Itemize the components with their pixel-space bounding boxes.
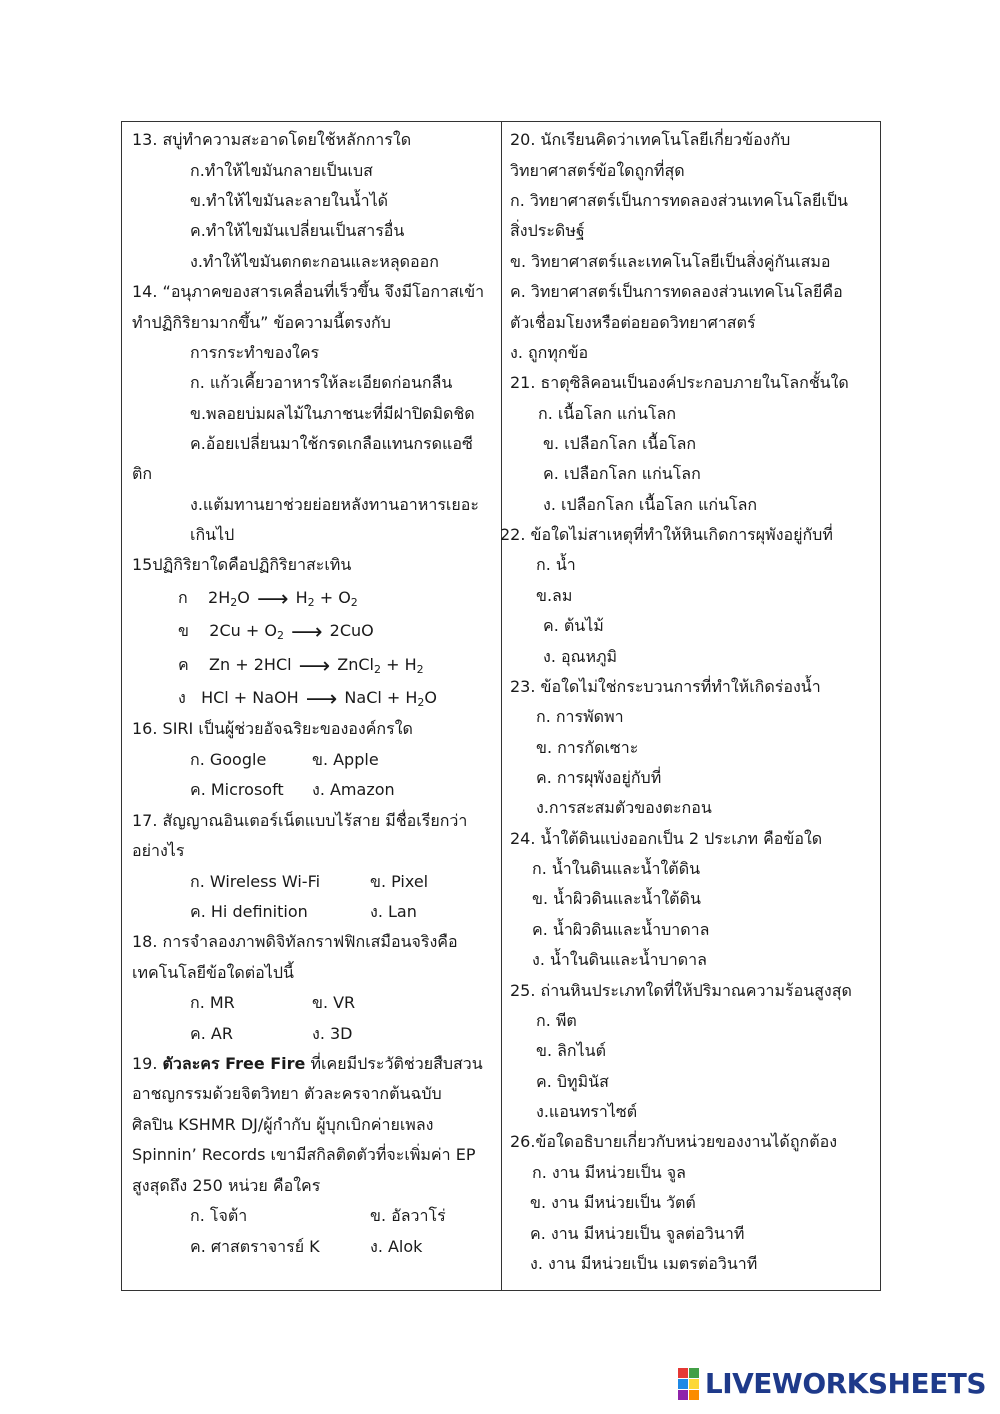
arrow-icon: ⟶ xyxy=(291,620,323,645)
q20-option-a: ก. วิทยาศาสตร์เป็นการทดลองส่วนเทคโนโลยีเป็น xyxy=(510,191,848,210)
q14-option-a: ก. แก้วเคี้ยวอาหารให้ละเอียดก่อนกลืน xyxy=(190,373,453,392)
q19-text-line2: อาชญกรรมด้วยจิตวิทยา ตัวละครจากต้นฉบับ xyxy=(132,1084,442,1103)
liveworksheets-logo-icon xyxy=(678,1368,699,1400)
q21-text: 21. ธาตุซิลิคอนเป็นองค์ประกอบภายในโลกชั้นใด xyxy=(510,373,849,392)
column-divider xyxy=(501,122,502,1290)
q26-option-c: ค. งาน มีหน่วยเป็น จูลต่อวินาที xyxy=(530,1224,745,1243)
q19-text-line5: สูงสุดถึง 250 หน่วย คือใคร xyxy=(132,1176,321,1195)
q15-label-c: ค xyxy=(178,655,189,674)
question-table xyxy=(121,121,881,1291)
q25-option-a: ก. พีต xyxy=(536,1011,577,1030)
q15-label-b: ข xyxy=(178,621,189,640)
q26-option-a: ก. งาน มีหน่วยเป็น จูล xyxy=(532,1163,686,1182)
q15-option-b: ข $2Cu + O_2$ ⟶ 2CuO xyxy=(178,620,374,645)
arrow-icon: ⟶ xyxy=(256,587,289,612)
q19-line1-rest: ที่เคยมีประวัติช่วยสืบสวน xyxy=(305,1054,483,1073)
q20-option-c: ค. วิทยาศาสตร์เป็นการทดลองส่วนเทคโนโลยีคือ xyxy=(510,282,843,301)
q21-option-c: ค. เปลือกโลก แก่นโลก xyxy=(543,464,701,483)
q20-option-b: ข. วิทยาศาสตร์และเทคโนโลยีเป็นสิ่งคู่กันเสมอ xyxy=(510,252,831,271)
q24-option-d: ง. น้ำในดินและน้ำบาดาล xyxy=(532,950,707,969)
q14-text-line3: การกระทำของใคร xyxy=(190,343,320,362)
logo-block xyxy=(689,1379,699,1389)
q20-option-c-cont: ตัวเชื่อมโยงหรือต่อยอดวิทยาศาสตร์ xyxy=(510,313,756,332)
q21-option-d: ง. เปลือกโลก เนื้อโลก แก่นโลก xyxy=(543,495,758,514)
q24-option-c: ค. น้ำผิวดินและน้ำบาดาล xyxy=(532,920,710,939)
q13-option-a: ก.ทำให้ไขมันกลายเป็นเบส xyxy=(190,161,373,180)
q15-text: 15ปฏิกิริยาใดคือปฏิกิริยาสะเทิน xyxy=(132,555,352,574)
liveworksheets-brand: LIVEWORKSHEETS xyxy=(704,1367,986,1400)
q18-option-a: ก. MR xyxy=(190,993,235,1012)
q15-option-d: ง HCl + NaOH ⟶ NaCl + $H_2O$ xyxy=(178,687,438,712)
q19-bold-label: ตัวละคร Free Fire xyxy=(162,1054,306,1073)
logo-block xyxy=(689,1390,699,1400)
q13-text: 13. สบู่ทำความสะอาดโดยใช้หลักการใด xyxy=(132,130,412,149)
q16-option-b: ข. Apple xyxy=(312,750,379,769)
q14-text-line1: 14. “อนุภาคของสารเคลื่อนที่เร็วขึ้น จึงมีโอกาสเข้า xyxy=(132,282,485,301)
logo-block xyxy=(678,1368,688,1378)
q20-option-d: ง. ถูกทุกข้อ xyxy=(510,343,589,362)
q22-text: 22. ข้อใดไม่สาเหตุที่ทำให้หินเกิดการผุพังอยู่กับที่ xyxy=(500,525,833,544)
q16-option-d: ง. Amazon xyxy=(312,780,395,799)
arrow-icon: ⟶ xyxy=(305,687,338,712)
q17-text-line2: อย่างไร xyxy=(132,841,185,860)
q14-option-d-cont: เกินไป xyxy=(190,525,235,544)
arrow-icon: ⟶ xyxy=(298,654,331,679)
q23-option-d: ง.การสะสมตัวของตะกอน xyxy=(536,798,712,817)
q18-text-line2: เทคโนโลยีข้อใดต่อไปนี้ xyxy=(132,963,294,982)
q25-option-c: ค. บิทูมินัส xyxy=(536,1072,609,1091)
q25-option-d: ง.แอนทราไซต์ xyxy=(536,1102,638,1121)
logo-block xyxy=(689,1368,699,1378)
q18-text-line1: 18. การจำลองภาพดิจิทัลกราฟฟิกเสมือนจริงคือ xyxy=(132,932,458,951)
q16-option-a: ก. Google xyxy=(190,750,267,769)
q19-number: 19. xyxy=(132,1054,163,1073)
q24-text: 24. น้ำใต้ดินแบ่งออกเป็น 2 ประเภท คือข้อใด xyxy=(510,829,823,848)
q18-option-b: ข. VR xyxy=(312,993,356,1012)
q15-option-c: ค Zn + 2HCl ⟶ ZnCl$_2$ + $H_2$ xyxy=(178,654,424,679)
q23-option-a: ก. การพัดพา xyxy=(536,707,624,726)
q15-label-a: ก xyxy=(178,588,188,607)
q22-option-d: ง. อุณหภูมิ xyxy=(543,647,618,666)
q22-option-b: ข.ลม xyxy=(536,586,573,605)
q19-option-c: ค. ศาสตราจารย์ K xyxy=(190,1237,320,1256)
q23-option-c: ค. การผุพังอยู่กับที่ xyxy=(536,768,662,787)
q26-option-b: ข. งาน มีหน่วยเป็น วัตต์ xyxy=(530,1193,696,1212)
q13-option-d: ง.ทำให้ไขมันตกตะกอนและหลุดออก xyxy=(190,252,439,271)
q17-option-b: ข. Pixel xyxy=(370,872,429,891)
q19-text-line1 xyxy=(132,1054,483,1074)
q22-option-c: ค. ต้นไม้ xyxy=(543,616,604,635)
q14-option-b: ข.พลอยบ่มผลไม้ในภาชนะที่มีฝาปิดมิดชิด xyxy=(190,404,475,423)
q20-text-line2: วิทยาศาสตร์ข้อใดถูกที่สุด xyxy=(510,161,685,180)
q23-text: 23. ข้อใดไม่ใช่กระบวนการที่ทำให้เกิดร่องน้ำ xyxy=(510,677,821,696)
q16-text: 16. SIRI เป็นผู้ช่วยอัจฉริยะขององค์กรใด xyxy=(132,719,413,738)
q25-text: 25. ถ่านหินประเภทใดที่ให้ปริมาณความร้อนสูงสุด xyxy=(510,981,852,1000)
q19-option-d: ง. Alok xyxy=(370,1237,423,1256)
q14-option-c: ค.อ้อยเปลี่ยนมาใช้กรดเกลือแทนกรดแอซี xyxy=(190,434,473,453)
q13-option-b: ข.ทำให้ไขมันละลายในน้ำได้ xyxy=(190,191,389,210)
q20-text-line1: 20. นักเรียนคิดว่าเทคโนโลยีเกี่ยวข้องกับ xyxy=(510,130,791,149)
q17-option-c: ค. Hi definition xyxy=(190,902,308,921)
q26-option-d: ง. งาน มีหน่วยเป็น เมตรต่อวินาที xyxy=(530,1254,758,1273)
q19-option-b: ข. อัลวาโร่ xyxy=(370,1206,446,1225)
q19-text-line4: Spinnin’ Records เขามีสกิลติดตัวที่จะเพิ่มค่า EP xyxy=(132,1145,476,1164)
q14-text-line2: ทำปฏิกิริยามากขึ้น” ข้อความนี้ตรงกับ xyxy=(132,313,391,332)
q17-option-d: ง. Lan xyxy=(370,902,417,921)
q17-text-line1: 17. สัญญาณอินเตอร์เน็ตแบบไร้สาย มีชื่อเรียกว่า xyxy=(132,811,468,830)
q19-option-a: ก. โจต้า xyxy=(190,1206,248,1225)
q20-option-a-cont: สิ่งประดิษฐ์ xyxy=(510,221,585,240)
q19-text-line3: ศิลปิน KSHMR DJ/ผู้กำกับ ผู้บุกเบิกค่ายเพลง xyxy=(132,1115,434,1134)
q16-option-c: ค. Microsoft xyxy=(190,780,284,799)
q14-option-c-cont: ติก xyxy=(132,464,153,483)
q24-option-a: ก. น้ำในดินและน้ำใต้ดิน xyxy=(532,859,701,878)
q14-option-d: ง.แต้มทานยาช่วยย่อยหลังทานอาหารเยอะ xyxy=(190,495,479,514)
q18-option-d: ง. 3D xyxy=(312,1024,353,1043)
q15-option-a: ก $2H_2O$ ⟶ $H_2 + O_2$ xyxy=(178,587,358,612)
liveworksheets-footer[interactable] xyxy=(678,1367,986,1400)
q13-option-c: ค.ทำให้ไขมันเปลี่ยนเป็นสารอื่น xyxy=(190,221,405,240)
q22-option-a: ก. น้ำ xyxy=(536,555,576,574)
logo-block xyxy=(678,1390,688,1400)
q26-text: 26.ข้อใดอธิบายเกี่ยวกับหน่วยของงานได้ถูกต้อง xyxy=(510,1132,838,1151)
q17-option-a: ก. Wireless Wi-Fi xyxy=(190,872,321,891)
q23-option-b: ข. การกัดเซาะ xyxy=(536,738,639,757)
q21-option-a: ก. เนื้อโลก แก่นโลก xyxy=(538,404,677,423)
q24-option-b: ข. น้ำผิวดินและน้ำใต้ดิน xyxy=(532,889,701,908)
logo-block xyxy=(678,1379,688,1389)
q15-label-d: ง xyxy=(178,688,186,707)
q21-option-b: ข. เปลือกโลก เนื้อโลก xyxy=(543,434,697,453)
q25-option-b: ข. ลิกไนต์ xyxy=(536,1041,606,1060)
q18-option-c: ค. AR xyxy=(190,1024,233,1043)
